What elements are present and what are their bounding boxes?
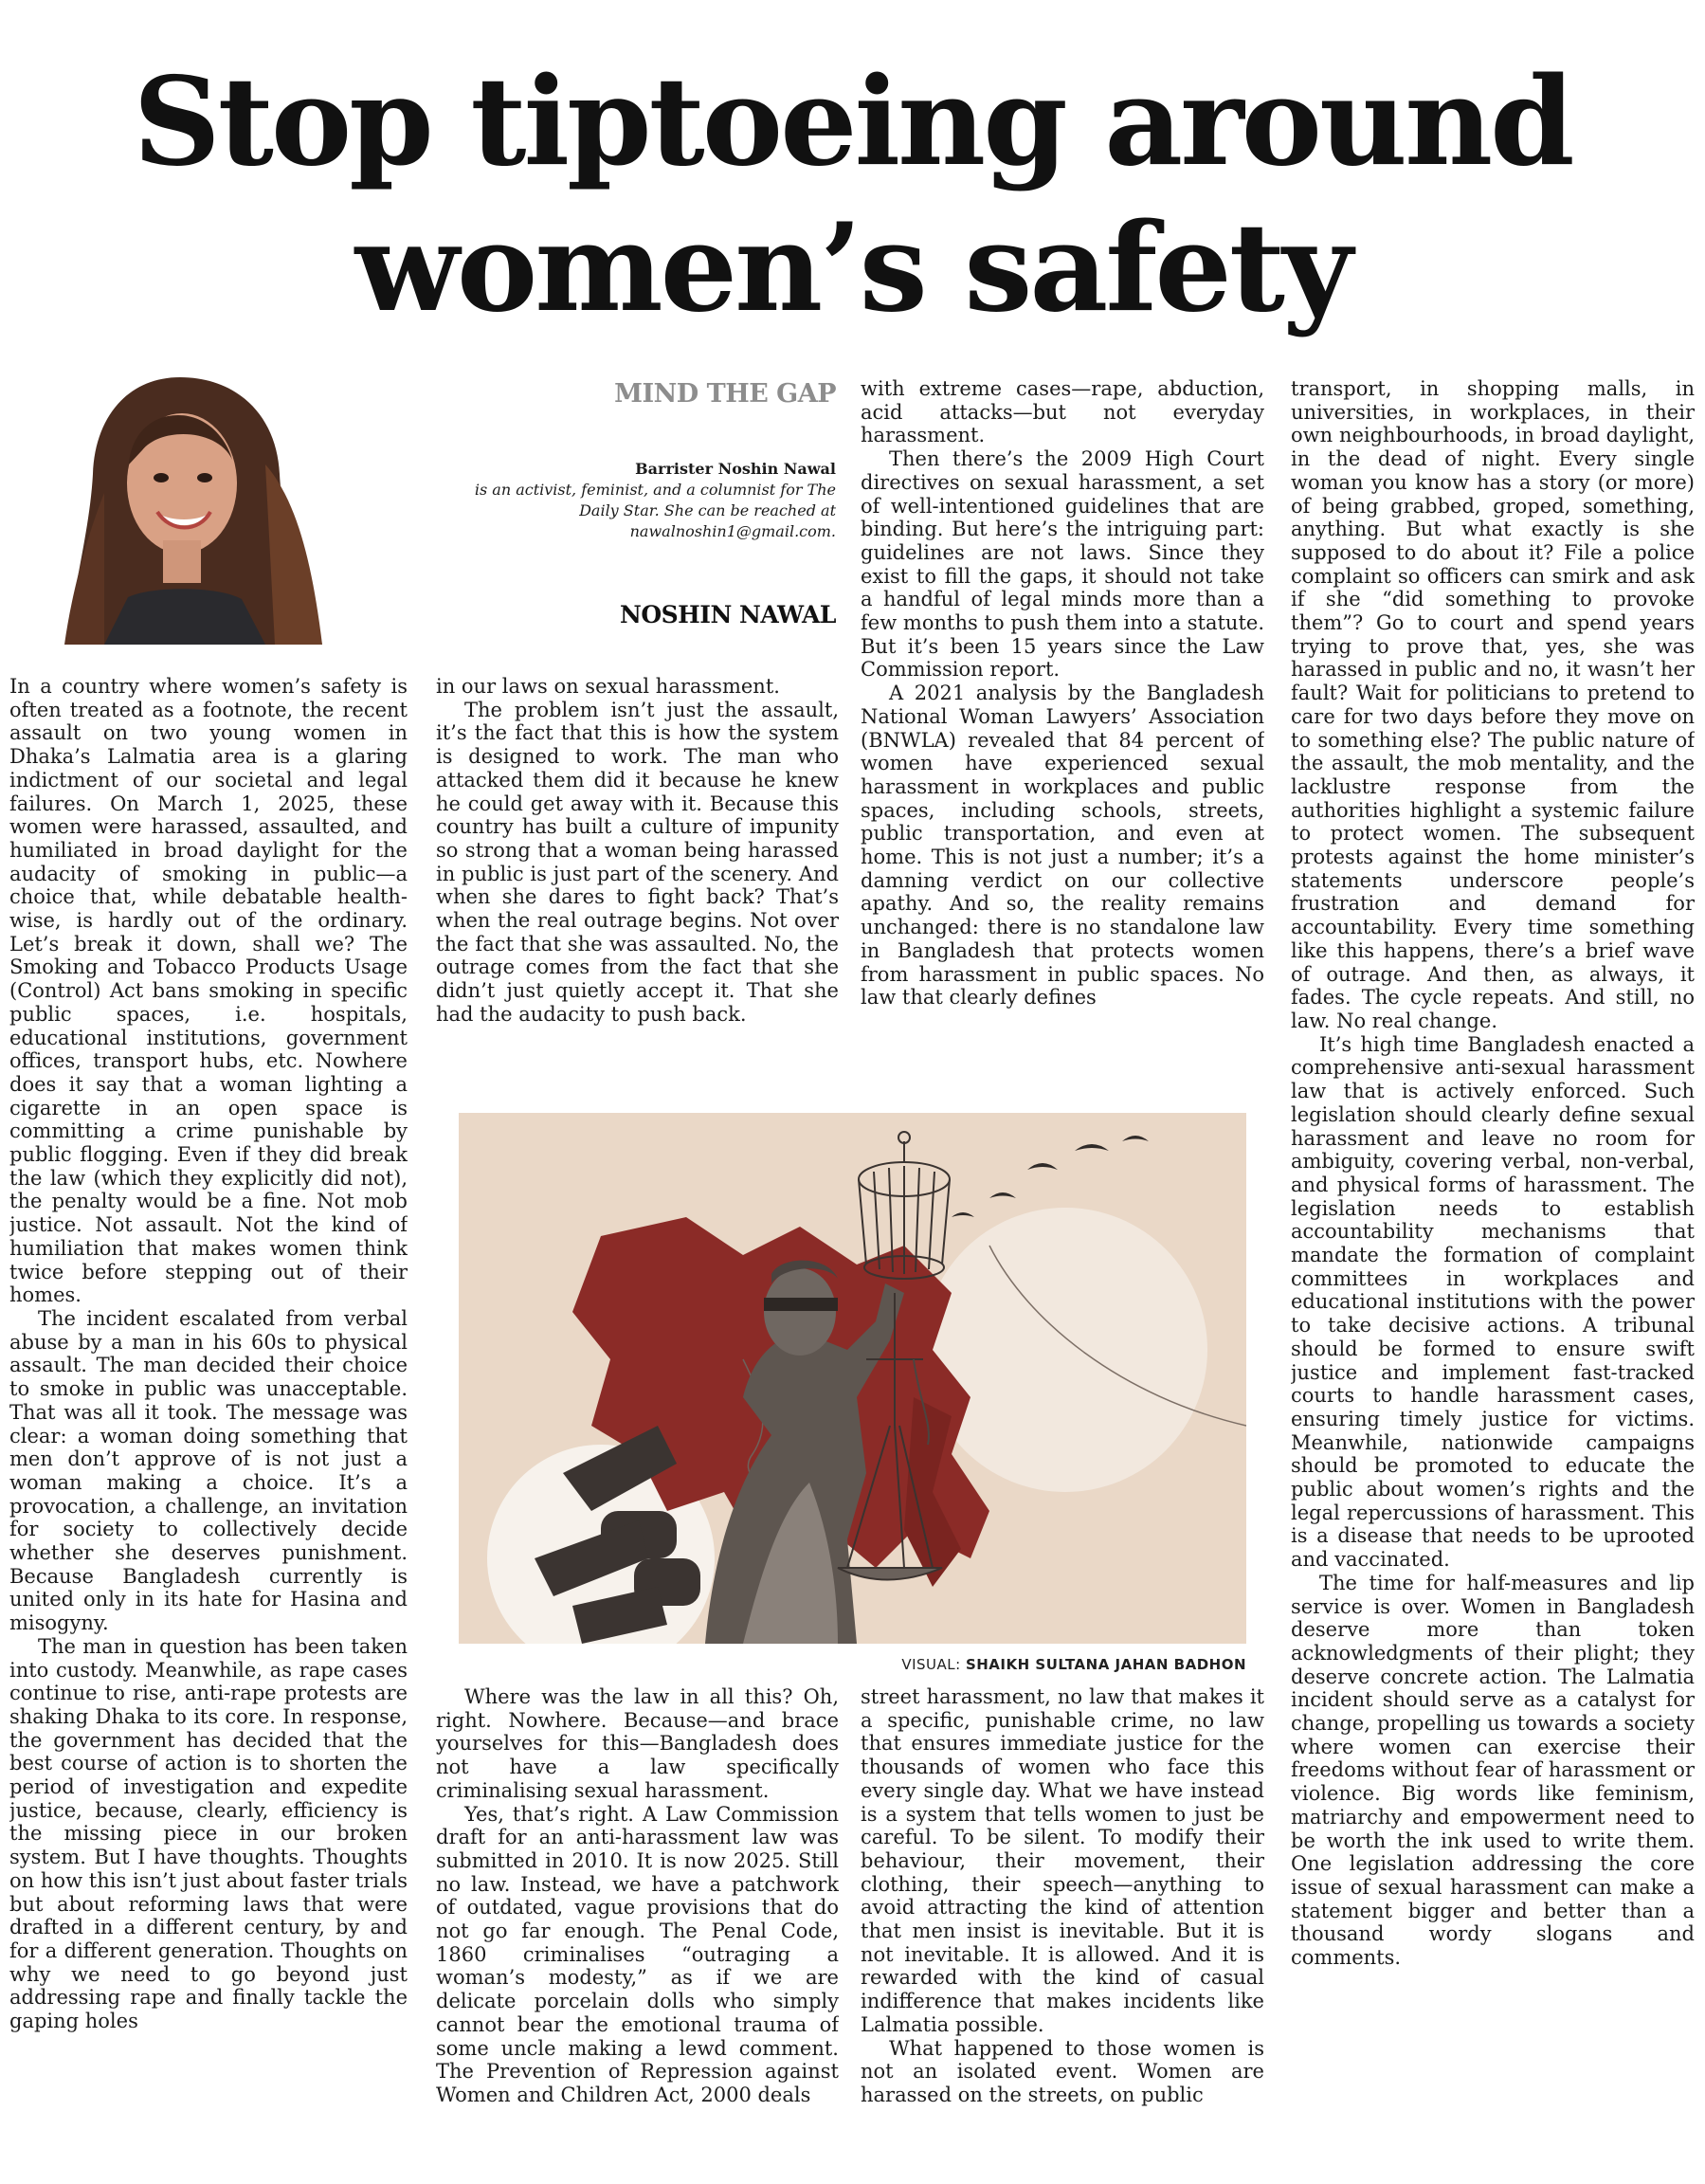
paragraph-8: A 2021 analysis by the Bangladesh National Woman Lawyers’ Association (BNWLA) revealed that 84 percent of women have experienced sexual harassment in workplaces and public spaces, including schools, streets, public transportation, and even at home. This is not just a number; it’s a damning verdict on our collective apathy. And so, the reality remains unchanged: there is no standalone law in Bangladesh that protects women from harassment in public spaces. No law that clearly defines [861,682,1264,1010]
article-column-3-top [861,377,1264,1075]
paragraph-3: The man in question has been taken into custody. Meanwhile, as rape cases continue to rise, anti-rape protests are shaking Dhaka to its core. In response, the government has decided that the best course of action is to shorten the period of investigation and expedite justice, because, clearly, efficiency is the missing piece in our broken system. But I have thoughts. Thoughts on how this isn’t just about faster trials but about reforming laws that were drafted in a different century, by and for a different generation. Thoughts on why we need to go beyond just addressing rape and finally tackle the gaping holes [9,1634,408,2033]
author-portrait [38,360,328,645]
paragraph-6: Yes, that’s right. A Law Commission draft for an anti-harassment law was submitted in 2010. It is now 2025. Still no law. Instead, we have a patchwork of outdated, vague provisions that do not go far enough. The Penal Code, 1860 criminalises “outraging a woman’s modesty,” as if we are delicate porcelain dolls who simply cannot bear the emotional trauma of some uncle making a lewd comment. The Prevention of Repression against Women and Children Act, 2000 deals [436,1802,839,2106]
article-column-2-bottom [436,1685,839,2173]
paragraph-4: The problem isn’t just the assault, it’s the fact that this is how the system is designed to work. The man who attacked them did it because he knew he could get away with it. Because this country has built a culture of impunity so strong that a woman being harassed in public is just part of the scenery. And when she dares to fight back? That’s when the real outrage begins. Not over the fact that she was assaulted. No, the outrage comes from the fact that she didn’t just quietly accept it. That she had the audacity to push back. [436,698,839,1026]
author-bio [474,459,836,542]
paragraph-9: What happened to those women is not an isolated event. Women are harassed on the streets, on public [861,2036,1264,2106]
headline [0,49,1705,341]
paragraph-1: In a country where women’s safety is often treated as a footnote, the recent assault on two young women in Dhaka’s Lalmatia area is a glaring indictment of our societal and legal failures. On March 1, 2025, these women were harassed, assaulted, and humiliated in broad daylight for the audacity of smoking in public—a choice that, while debatable health-wise, is hardly out of the ordinary. Let’s break it down, shall we? The Smoking and Tobacco Products Usage (Control) Act bans smoking in specific public spaces, i.e. hospitals, educational institutions, government offices, transport hubs, etc. Nowhere does it say that a woman lighting a cigarette in an open space is committing a crime punishable by public flogging. Even if they did break the law (which they explicitly did not), the penalty would be a fine. Not mob justice. Not assault. Not the kind of humiliation that makes women think twice before stepping out of their homes. [9,675,408,1307]
paragraph-8-continued: street harassment, no law that makes it a specific, punishable crime, no law that ensures immediate justice for the thousands of women who face this every single day. What we have instead is a system that tells women to just be careful. To be silent. To modify their behaviour, their movement, their clothing, their speech—anything to avoid attracting the kind of attention that men insist is inevitable. But it is not inevitable. It is allowed. And it is rewarded with the kind of casual indifference that makes incidents like Lalmatia possible. [861,1685,1264,2036]
article-column-3-bottom [861,1685,1264,2173]
paragraph-6-continued: with extreme cases—rape, abduction, acid attacks—but not everyday harassment. [861,377,1264,447]
bio-name: Barrister Noshin Nawal [635,460,836,478]
visual-credit-label: VISUAL: [901,1656,966,1673]
headline-line-2: women’s safety [354,197,1351,339]
article-column-2-top [436,675,839,1073]
paragraph-9-continued: transport, in shopping malls, in universities, in workplaces, in their own neighbourhoods, in broad daylight, in the dead of night. Every single woman you know has a story (or more) of being grabbed, groped, something, anything. But what exactly is she supposed to do about it? File a police complaint so officers can smirk and ask if she “did something to provoke them”? Go to court and spend years trying to prove that, yes, she was harassed in public and no, it wasn’t her fault? Wait for politicians to pretend to care for two days before they move on to something else? The public nature of the assault, the mob mentality, and the lacklustre response from the authorities highlight a systemic failure to protect women. The subsequent protests against the home minister’s statements underscore people’s frustration and demand for accountability. Every time something like this happens, there’s a brief wave of outrage. And then, as always, it fades. The cycle repeats. And still, no law. No real change. [1291,377,1695,1032]
bio-text: is an activist, feminist, and a columnist for The Daily Star. She can be reached at nawalnoshin1@gmail.com. [474,481,836,540]
paragraph-2: The incident escalated from verbal abuse by a man in his 60s to physical assault. The man decided their choice to smoke in public was unacceptable. That was all it took. The message was clear: a woman doing something that men don’t approve of is not just a woman making a choice. It’s a provocation, a challenge, an invitation for society to collectively decide whether she deserves punishment. Because Bangladesh currently is united only in its hate for Hasina and misogyny. [9,1306,408,1635]
visual-credit [459,1656,1246,1673]
column-kicker: MIND THE GAP [614,379,836,409]
article-column-1 [9,675,408,2173]
paragraph-10: It’s high time Bangladesh enacted a comprehensive anti-sexual harassment law that is actively enforced. Such legislation should clearly define sexual harassment and leave no room for ambiguity, covering verbal, non-verbal, and physical forms of harassment. The legislation needs to establish accountability mechanisms that mandate the formation of complaint committees in workplaces and educational institutions with the power to take decisive actions. A tribunal should be formed to ensure swift justice and implement fast-tracked courts to handle harassment cases, ensuring timely justice for victims. Meanwhile, nationwide campaigns should be promoted to educate the public about women’s rights and the legal repercussions of harassment. This is a disease that needs to be uprooted and vaccinated. [1291,1032,1695,1572]
article-column-4 [1291,377,1695,2173]
paragraph-7: Then there’s the 2009 High Court directives on sexual harassment, a set of well-intentioned guidelines that are binding. But here’s the intriguing part: guidelines are not laws. Since they exist to fill the gaps, it should not take a handful of legal minds more than a few months to push them into a statute. But it’s been 15 years since the Law Commission report. [861,447,1264,682]
headline-line-1: Stop tiptoeing around [133,51,1572,193]
article-illustration [459,1113,1246,1644]
paragraph-3-continued: in our laws on sexual harassment. [436,675,780,698]
paragraph-5: Where was the law in all this? Oh, right. Nowhere. Because—and brace yourselves for this—Bangladesh does not have a law specifically criminalising sexual harassment. [436,1685,839,1802]
paragraph-11: The time for half-measures and lip service is over. Women in Bangladesh deserve more than token acknowledgments of their plight; they deserve concrete action. The Lalmatia incident should serve as a catalyst for change, propelling us towards a society where women can exercise their freedoms without fear of harassment or violence. Big words like feminism, matriarchy and empowerment need to be worth the ink used to write them. One legislation addressing the core issue of sexual harassment can make a statement bigger and better than a thousand wordy slogans and comments. [1291,1571,1695,1970]
byline: NOSHIN NAWAL [619,601,836,628]
visual-credit-name: SHAIKH SULTANA JAHAN BADHON [965,1656,1246,1673]
